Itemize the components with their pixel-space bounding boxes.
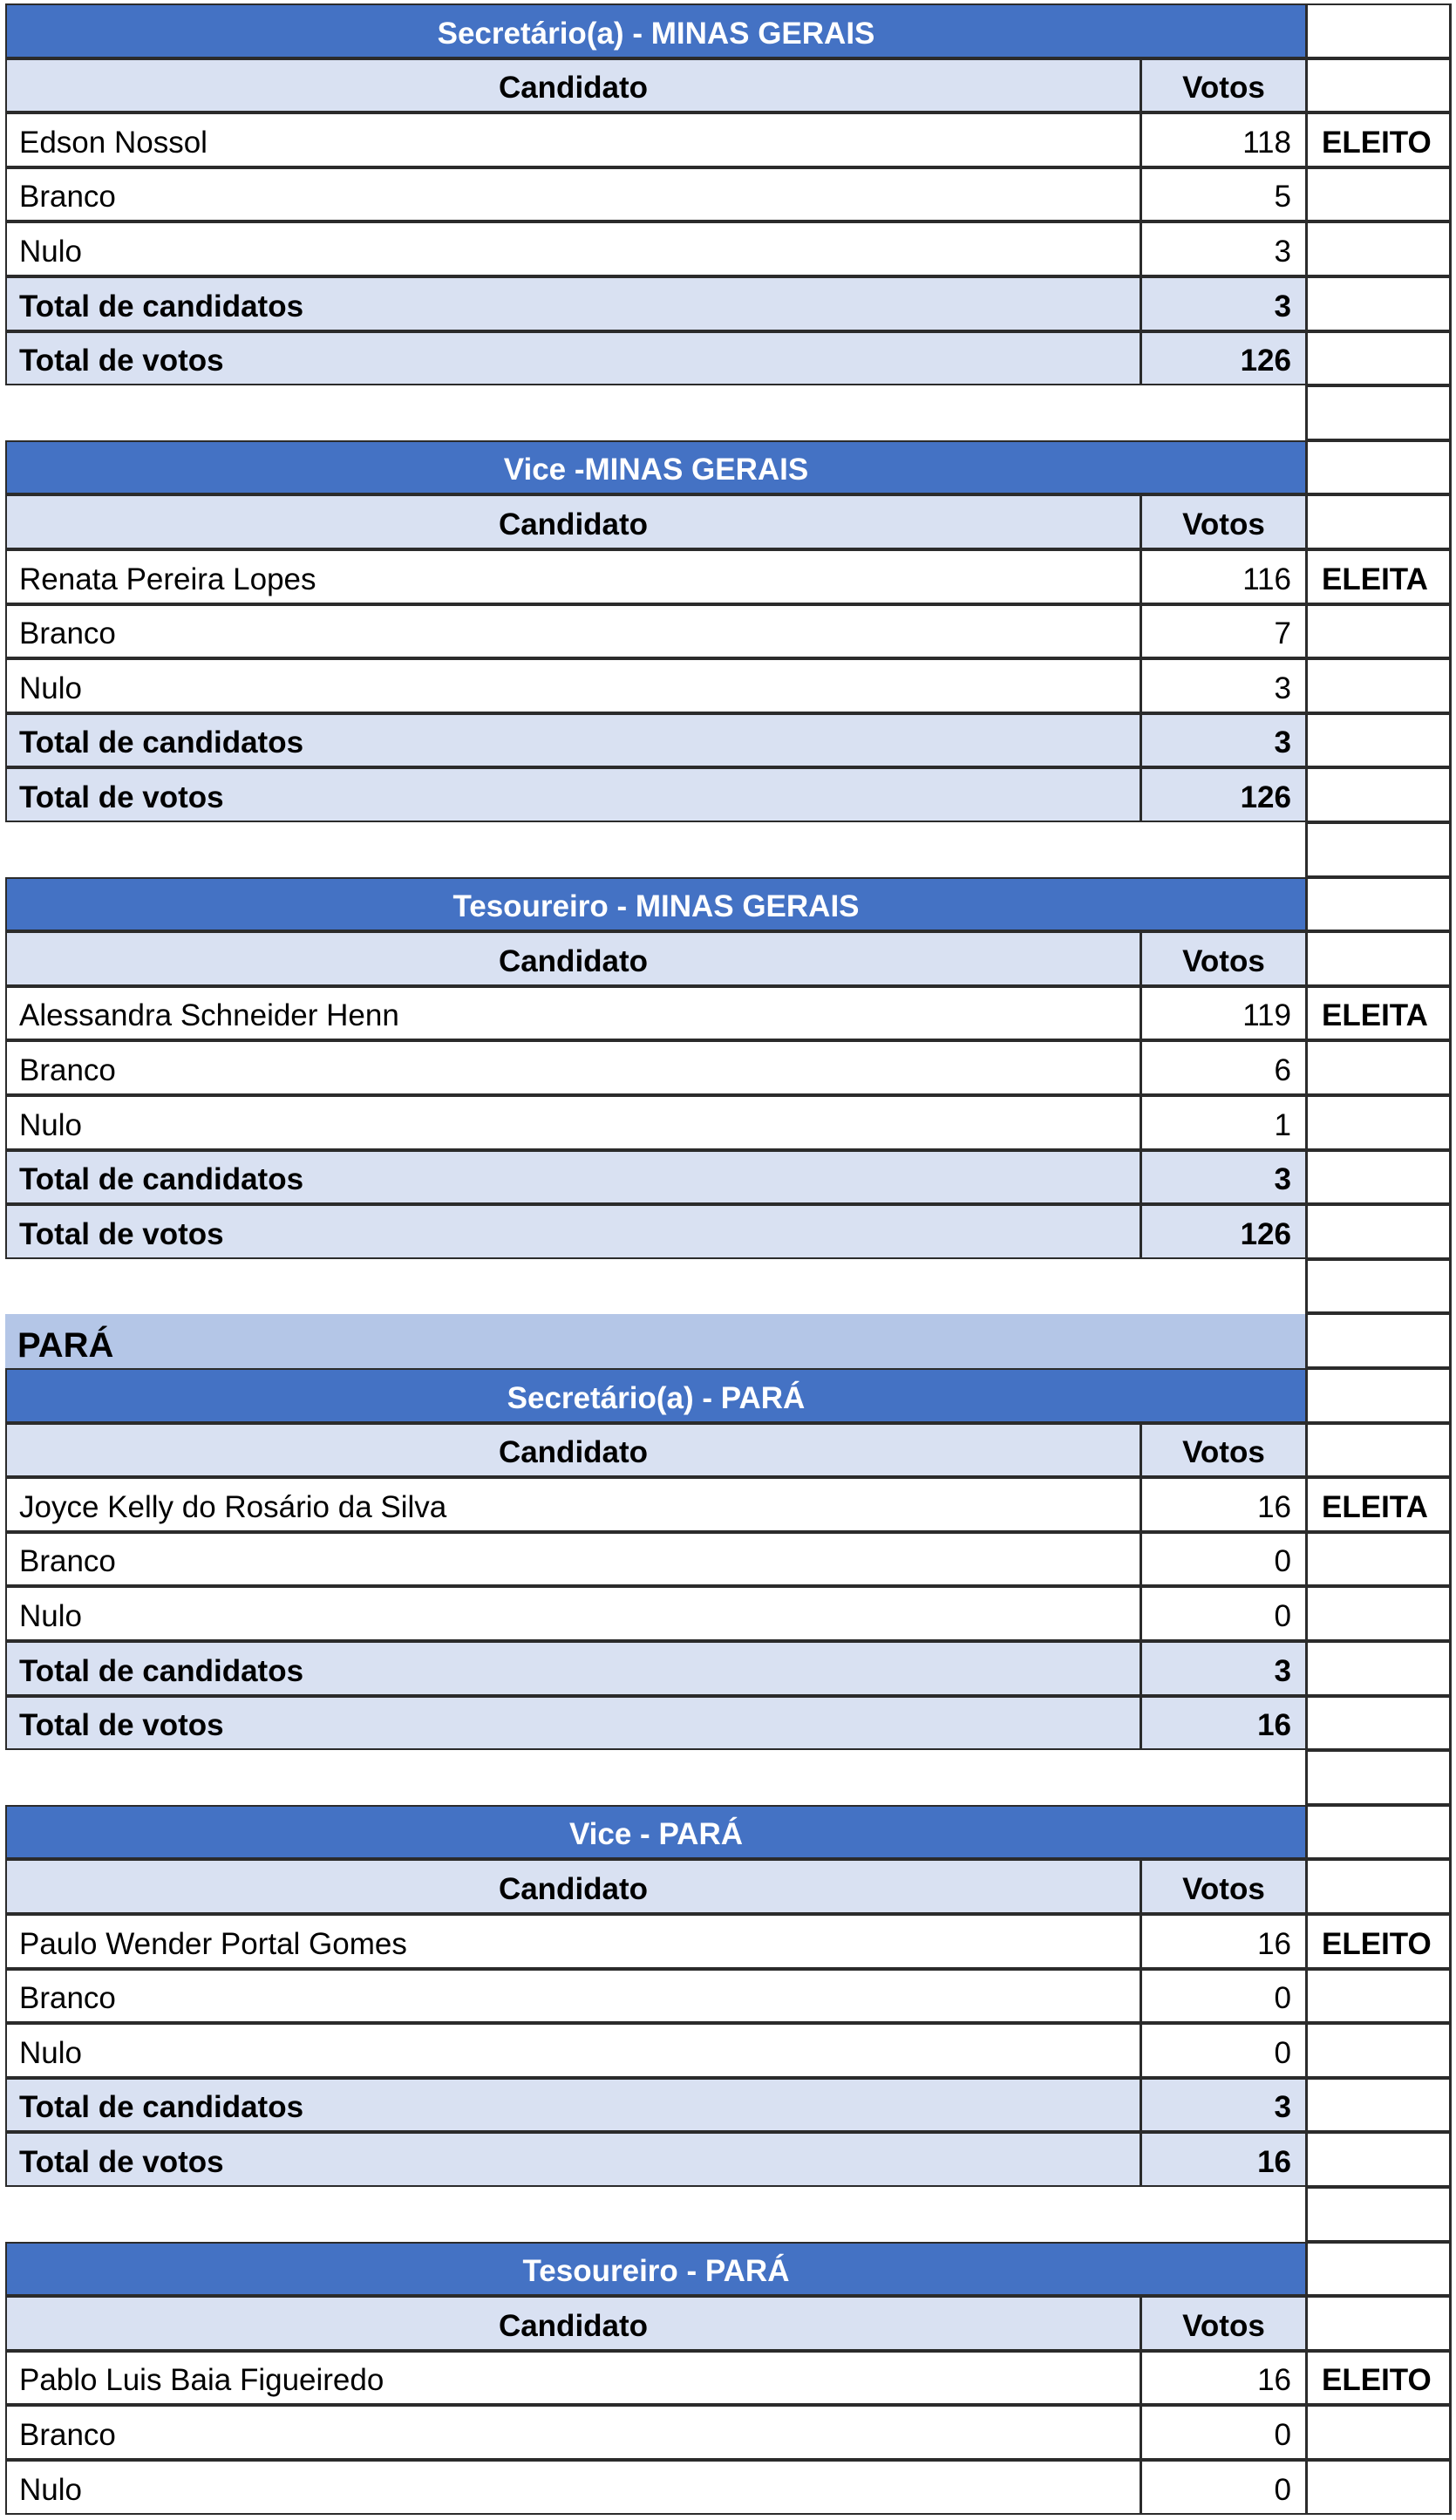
vote-count[interactable]: 0: [1140, 2460, 1307, 2515]
candidate-row: [0, 1041, 1456, 1096]
candidate-name[interactable]: Pablo Luis Baia Figueiredo: [5, 2351, 1141, 2406]
candidate-name[interactable]: Branco: [5, 1532, 1141, 1587]
total-label: Total de candidatos: [5, 276, 1141, 331]
total-row: [0, 277, 1456, 332]
candidate-name[interactable]: Branco: [5, 2405, 1141, 2460]
vote-count[interactable]: 0: [1140, 1532, 1307, 1587]
total-row: [0, 2079, 1456, 2134]
total-value: 3: [1140, 1641, 1307, 1696]
status-cell[interactable]: [1305, 1641, 1452, 1696]
candidate-row: [0, 222, 1456, 277]
total-row: [0, 1697, 1456, 1752]
vote-count[interactable]: 16: [1140, 1914, 1307, 1969]
vote-count[interactable]: 116: [1140, 549, 1307, 604]
status-cell[interactable]: [1305, 1259, 1452, 1314]
column-header-row: [0, 1424, 1456, 1479]
total-value: 16: [1140, 2132, 1307, 2187]
column-header-row: [0, 1860, 1456, 1915]
status-cell[interactable]: ELEITA: [1305, 1477, 1452, 1532]
column-header-candidate[interactable]: Candidato: [5, 494, 1141, 549]
status-cell[interactable]: [1305, 1859, 1452, 1914]
status-cell[interactable]: [1305, 2242, 1452, 2297]
candidate-name[interactable]: Nulo: [5, 2460, 1141, 2515]
status-cell[interactable]: [1305, 2296, 1452, 2351]
candidate-name[interactable]: Nulo: [5, 1586, 1141, 1641]
status-cell[interactable]: ELEITA: [1305, 986, 1452, 1041]
candidate-name[interactable]: Nulo: [5, 1095, 1141, 1150]
candidate-row: [0, 987, 1456, 1042]
total-label: Total de candidatos: [5, 1150, 1141, 1205]
vote-count[interactable]: 16: [1140, 2351, 1307, 2406]
status-cell[interactable]: [1305, 767, 1452, 822]
vote-count[interactable]: 16: [1140, 1477, 1307, 1532]
status-cell[interactable]: [1305, 604, 1452, 659]
status-cell[interactable]: [1305, 2078, 1452, 2133]
total-row: [0, 1642, 1456, 1697]
total-value: 3: [1140, 2078, 1307, 2133]
total-row: [0, 332, 1456, 387]
column-header-row: [0, 59, 1456, 114]
race-title-row: [0, 878, 1456, 933]
status-cell[interactable]: ELEITO: [1305, 1914, 1452, 1969]
candidate-name[interactable]: Branco: [5, 167, 1141, 222]
vote-count[interactable]: 7: [1140, 604, 1307, 659]
total-row: [0, 714, 1456, 769]
total-label: Total de candidatos: [5, 713, 1141, 768]
candidate-name[interactable]: Nulo: [5, 2023, 1141, 2078]
column-header-votes[interactable]: Votos: [1140, 1423, 1307, 1478]
status-cell[interactable]: [1305, 1095, 1452, 1150]
status-cell[interactable]: [1305, 1750, 1452, 1805]
candidate-row: [0, 2024, 1456, 2079]
status-cell[interactable]: [1305, 494, 1452, 549]
candidate-name[interactable]: Joyce Kelly do Rosário da Silva: [5, 1477, 1141, 1532]
status-cell[interactable]: [1305, 2405, 1452, 2460]
total-label: Total de candidatos: [5, 2078, 1141, 2133]
candidate-row: [0, 605, 1456, 660]
status-cell[interactable]: [1305, 1805, 1452, 1860]
vote-count[interactable]: 5: [1140, 167, 1307, 222]
status-cell[interactable]: [1305, 1586, 1452, 1641]
vote-count[interactable]: 118: [1140, 112, 1307, 167]
total-label: Total de votos: [5, 331, 1141, 386]
column-header-candidate[interactable]: Candidato: [5, 2296, 1141, 2351]
race-title-row: [0, 2243, 1456, 2298]
status-cell[interactable]: [1305, 822, 1452, 877]
status-cell[interactable]: [1305, 221, 1452, 276]
total-value: 126: [1140, 1204, 1307, 1259]
total-value: 3: [1140, 713, 1307, 768]
vote-count[interactable]: 0: [1140, 2405, 1307, 2460]
status-cell[interactable]: [1305, 2132, 1452, 2187]
status-cell[interactable]: [1305, 877, 1452, 932]
candidate-row: [0, 659, 1456, 714]
candidate-row: [0, 2461, 1456, 2516]
vote-count[interactable]: 0: [1140, 1586, 1307, 1641]
status-cell[interactable]: [1305, 1969, 1452, 2024]
status-cell[interactable]: [1305, 1696, 1452, 1751]
column-header-row: [0, 2297, 1456, 2352]
status-cell[interactable]: [1305, 658, 1452, 713]
candidate-name[interactable]: Renata Pereira Lopes: [5, 549, 1141, 604]
vote-count[interactable]: 3: [1140, 221, 1307, 276]
race-title-row: [0, 1806, 1456, 1861]
candidate-name[interactable]: Nulo: [5, 221, 1141, 276]
column-header-votes[interactable]: Votos: [1140, 931, 1307, 986]
spacer-row: [0, 2188, 1456, 2243]
status-cell[interactable]: [1305, 2187, 1452, 2242]
column-header-candidate[interactable]: Candidato: [5, 58, 1141, 113]
column-header-votes[interactable]: Votos: [1140, 2296, 1307, 2351]
candidate-name[interactable]: Branco: [5, 604, 1141, 659]
race-title: Secretário(a) - PARÁ: [5, 1368, 1307, 1423]
candidate-row: [0, 113, 1456, 168]
status-cell[interactable]: [1305, 2023, 1452, 2078]
total-label: Total de candidatos: [5, 1641, 1141, 1696]
candidate-row: [0, 1096, 1456, 1151]
race-title: Vice - PARÁ: [5, 1805, 1307, 1860]
column-header-row: [0, 932, 1456, 987]
status-cell[interactable]: [1305, 1040, 1452, 1095]
race-title-row: [0, 4, 1456, 59]
spacer-row: [0, 823, 1456, 878]
candidate-row: [0, 2352, 1456, 2407]
candidate-name[interactable]: Branco: [5, 1969, 1141, 2024]
vote-count[interactable]: 6: [1140, 1040, 1307, 1095]
status-cell[interactable]: [1305, 931, 1452, 986]
total-row: [0, 768, 1456, 823]
total-value: 126: [1140, 767, 1307, 822]
total-value: 16: [1140, 1696, 1307, 1751]
vote-count[interactable]: 0: [1140, 2023, 1307, 2078]
column-header-candidate[interactable]: Candidato: [5, 931, 1141, 986]
race-title: Secretário(a) - MINAS GERAIS: [5, 3, 1307, 58]
candidate-name[interactable]: Nulo: [5, 658, 1141, 713]
status-cell[interactable]: [1305, 331, 1452, 386]
total-row: [0, 1151, 1456, 1206]
column-header-votes[interactable]: Votos: [1140, 494, 1307, 549]
spacer-row: [0, 386, 1456, 441]
column-header-row: [0, 495, 1456, 550]
status-cell[interactable]: [1305, 1150, 1452, 1205]
spacer-row: [0, 1260, 1456, 1315]
total-row: [0, 1205, 1456, 1260]
status-cell[interactable]: ELEITO: [1305, 112, 1452, 167]
race-title: Vice -MINAS GERAIS: [5, 440, 1307, 495]
total-value: 3: [1140, 276, 1307, 331]
race-title-row: [0, 441, 1456, 496]
total-label: Total de votos: [5, 1696, 1141, 1751]
candidate-name[interactable]: Paulo Wender Portal Gomes: [5, 1914, 1141, 1969]
region-heading-row: [0, 1314, 1456, 1369]
race-title: Tesoureiro - PARÁ: [5, 2242, 1307, 2297]
status-cell[interactable]: [1305, 713, 1452, 768]
race-title: Tesoureiro - MINAS GERAIS: [5, 877, 1307, 932]
status-cell[interactable]: [1305, 1423, 1452, 1478]
status-cell[interactable]: [1305, 1532, 1452, 1587]
status-cell[interactable]: [1305, 276, 1452, 331]
candidate-row: [0, 1533, 1456, 1588]
status-cell[interactable]: [1305, 440, 1452, 495]
status-cell[interactable]: [1305, 1204, 1452, 1259]
candidate-name[interactable]: Branco: [5, 1040, 1141, 1095]
total-value: 3: [1140, 1150, 1307, 1205]
total-label: Total de votos: [5, 2132, 1141, 2187]
status-cell[interactable]: ELEITA: [1305, 549, 1452, 604]
race-title-row: [0, 1369, 1456, 1424]
candidate-name[interactable]: Alessandra Schneider Henn: [5, 986, 1141, 1041]
region-heading: PARÁ: [5, 1314, 1305, 1369]
status-cell[interactable]: [1305, 385, 1452, 440]
candidate-row: [0, 2406, 1456, 2461]
candidate-name[interactable]: Edson Nossol: [5, 112, 1141, 167]
total-row: [0, 2133, 1456, 2188]
candidate-row: [0, 168, 1456, 223]
status-cell[interactable]: [1305, 1313, 1452, 1368]
column-header-candidate[interactable]: Candidato: [5, 1423, 1141, 1478]
status-cell[interactable]: [1305, 3, 1452, 58]
total-label: Total de votos: [5, 1204, 1141, 1259]
candidate-row: [0, 1915, 1456, 1970]
candidate-row: [0, 1478, 1456, 1533]
status-cell[interactable]: ELEITO: [1305, 2351, 1452, 2406]
vote-count[interactable]: 3: [1140, 658, 1307, 713]
total-label: Total de votos: [5, 767, 1141, 822]
column-header-votes[interactable]: Votos: [1140, 58, 1307, 113]
candidate-row: [0, 1587, 1456, 1642]
vote-count[interactable]: 1: [1140, 1095, 1307, 1150]
column-header-votes[interactable]: Votos: [1140, 1859, 1307, 1914]
column-header-candidate[interactable]: Candidato: [5, 1859, 1141, 1914]
spacer-row: [0, 1751, 1456, 1806]
status-cell[interactable]: [1305, 1368, 1452, 1423]
status-cell[interactable]: [1305, 2460, 1452, 2515]
vote-count[interactable]: 119: [1140, 986, 1307, 1041]
status-cell[interactable]: [1305, 58, 1452, 113]
vote-count[interactable]: 0: [1140, 1969, 1307, 2024]
total-value: 126: [1140, 331, 1307, 386]
status-cell[interactable]: [1305, 167, 1452, 222]
candidate-row: [0, 550, 1456, 605]
candidate-row: [0, 1970, 1456, 2025]
